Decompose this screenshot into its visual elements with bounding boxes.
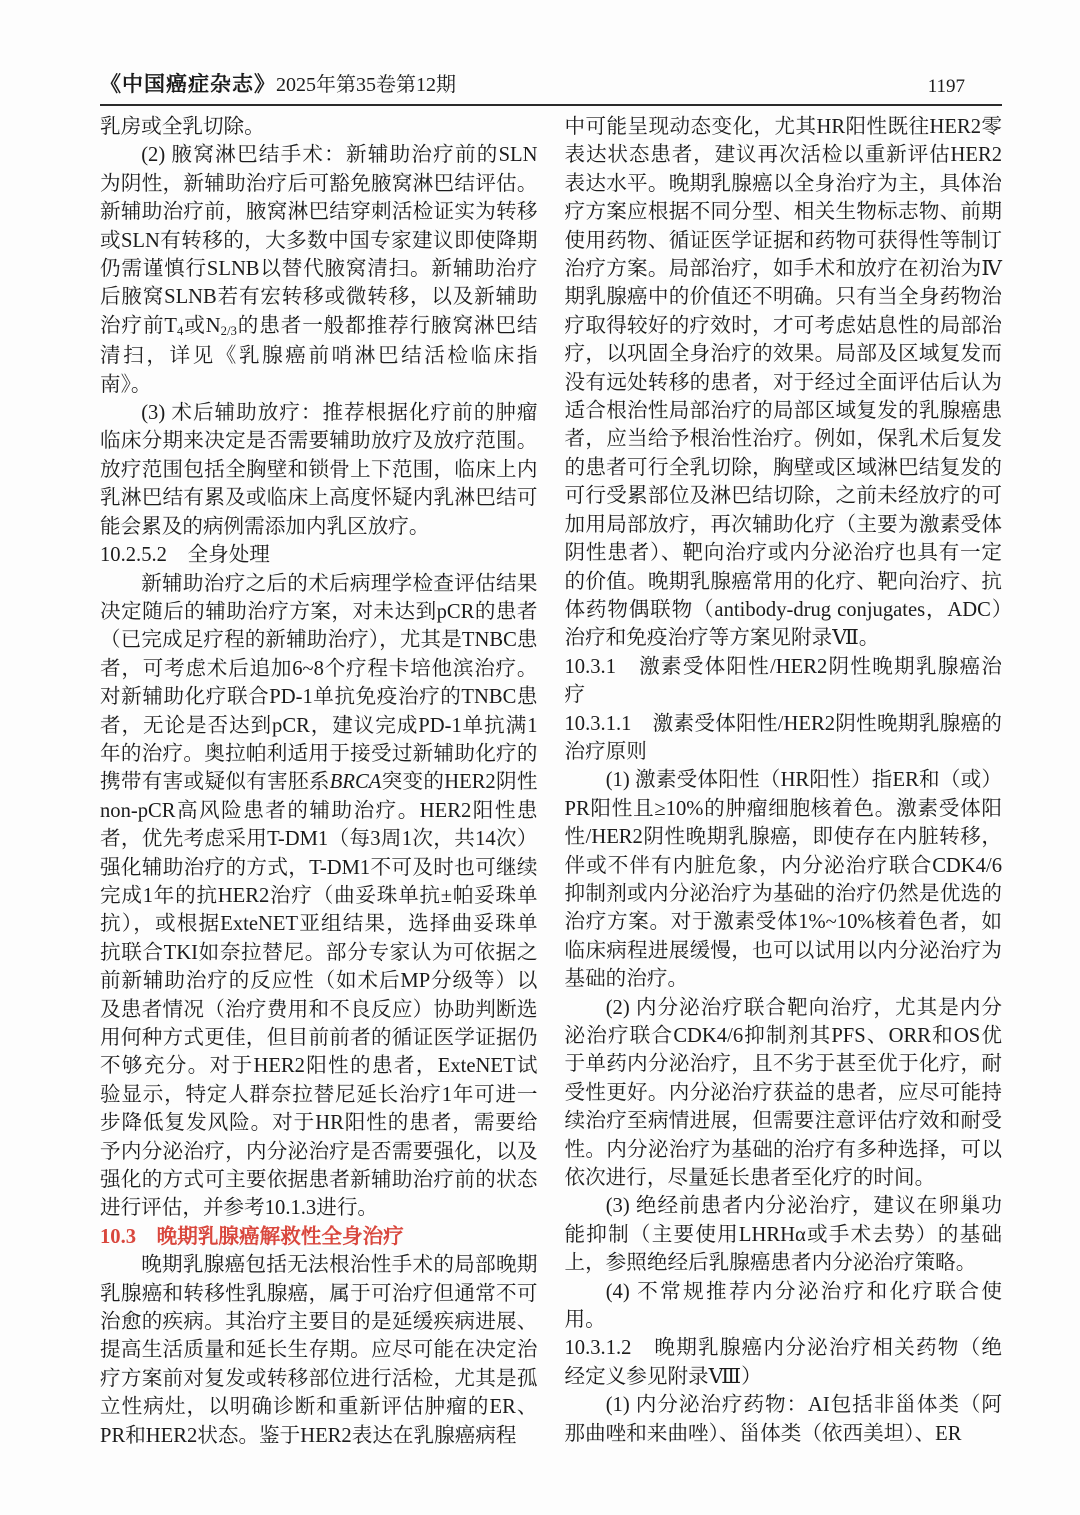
body-paragraph: (2) 内分泌治疗联合靶向治疗，尤其是内分泌治疗联合CDK4/6抑制剂其PFS、ORR和OS优于单药内分泌治疗，且不劣于甚至优于化疗，耐受性更好。内分泌治疗获益的患者，应尽可能持续治疗至病情进展，但需要注意评估疗效和耐受性。内分泌治疗为基础的治疗有多种选择，可以依次进行，尽量延长患者至化疗的时间。 xyxy=(564,996,1002,1190)
page-header xyxy=(100,70,1002,102)
header-divider xyxy=(100,104,1002,106)
section-heading: 10.3 晚期乳腺癌解救性全身治疗 xyxy=(100,1225,404,1248)
left-column xyxy=(100,113,538,1450)
issue-info: 2025年第35卷第12期 xyxy=(276,74,456,96)
body-paragraph: (3) 术后辅助放疗：推荐根据化疗前的肿瘤临床分期来决定是否需要辅助放疗及放疗范围。放疗范围包括全胸壁和锁骨上下范围，临床上内乳淋巴结有累及或临床上高度怀疑内乳淋巴结可能会累及的病例需添加内乳区放疗。 xyxy=(100,402,538,538)
body-paragraph: (1) 激素受体阳性（HR阳性）指ER和（或）PR阳性且≥10%的肿瘤细胞核着色。激素受体阳性/HER2阴性晚期乳腺癌，即使存在内脏转移，伴或不伴有内脏危象，内分泌治疗联合CDK4/6抑制剂或内分泌治疗为基础的治疗仍然是优选的治疗方案。对于激素受体1%~10%核着色者，如临床病程进展缓慢，也可以试用以内分泌治疗为基础的治疗。 xyxy=(564,769,1002,991)
body-paragraph: (1) 内分泌治疗药物：AI包括非甾体类（阿那曲唑和来曲唑）、甾体类（依西美坦）、ER xyxy=(564,1394,1002,1445)
journal-title: 《中国癌症杂志》 xyxy=(100,72,276,96)
body-paragraph: 中可能呈现动态变化，尤其HR阳性既往HER2零表达状态患者，建议再次活检以重新评估HER2表达水平。晚期乳腺癌以全身治疗为主，具体治疗方案应根据不同分型、相关生物标志物、前期使用药物、循证医学证据和药物可获得性等制订治疗方案。局部治疗，如手术和放疗在初治为Ⅳ期乳腺癌中的价值还不明确。只有当全身药物治疗取得较好的疗效时，才可考虑姑息性的局部治疗，以巩固全身治疗的效果。局部及区域复发而没有远处转移的患者，对于经过全面评估后认为适合根治性局部治疗的局部区域复发的乳腺癌患者，应当给予根治性治疗。例如，保乳术后复发的患者可行全乳切除，胸壁或区域淋巴结复发的可行受累部位及淋巴结切除，之前未经放疗的可加用局部放疗，再次辅助化疗（主要为激素受体阴性患者）、靶向治疗或内分泌治疗也具有一定的价值。晚期乳腺癌常用的化疗、靶向治疗、抗体药物偶联物（antibody-drug conjugates，ADC）治疗和免疫治疗等方案见附录Ⅶ。 xyxy=(564,116,1002,650)
body-paragraph: (4) 不常规推荐内分泌治疗和化疗联合使用。 xyxy=(564,1280,1002,1332)
subsection-heading: 10.3.1 激素受体阳性/HER2阴性晚期乳腺癌治疗 xyxy=(564,655,1002,707)
body-paragraph: 新辅助治疗之后的术后病理学检查评估结果决定随后的辅助治疗方案，对未达到pCR的患者（已完成足疗程的新辅助治疗），尤其是TNBC患者，可考虑术后追加6~8个疗程卡培他滨治疗。对新辅助化疗联合PD-1单抗免疫治疗的TNBC患者，无论是否达到pCR，建议完成PD-1单抗满1年的治疗。奥拉帕利适用于接受过新辅助化疗的携带有害或疑似有害胚系BRCA突变的HER2阴性non-pCR高风险患者的辅助治疗。HER2阳性患者，优先考虑采用T-DM1（每3周1次，共14次）强化辅助治疗的方式，T-DM1不可及时也可继续完成1年的抗HER2治疗（曲妥珠单抗±帕妥珠单抗），或根据ExteNET亚组结果，选择曲妥珠单抗联合TKI如奈拉替尼。部分专家认为可依据之前新辅助治疗的反应性（如术后MP分级等）以及患者情况（治疗费用和不良反应）协助判断选用何种方式更佳，但目前前者的循证医学证据仍不够充分。对于HER2阳性的患者，ExteNET试验显示，特定人群奈拉替尼延长治疗1年可进一步降低复发风险。对于HR阳性的患者，需要给予内分泌治疗，内分泌治疗是否需要强化，以及强化的方式可主要依据患者新辅助治疗前的状态进行评估，并参考10.1.3进行。 xyxy=(100,572,538,1220)
header-journal-info xyxy=(100,68,456,98)
page-number: 1197 xyxy=(927,76,965,97)
subsection-heading: 10.3.1.2 晚期乳腺癌内分泌治疗相关药物（绝经定义参见附录Ⅷ） xyxy=(564,1337,1002,1388)
body-paragraph: (3) 绝经前患者内分泌治疗，建议在卵巢功能抑制（主要使用LHRHα或手术去势）的基础上，参照绝经后乳腺癌患者内分泌治疗策略。 xyxy=(564,1195,1002,1275)
right-column xyxy=(565,113,1003,1450)
subsection-heading: 10.2.5.2 全身处理 xyxy=(100,544,270,567)
body-paragraph: (2) 腋窝淋巴结手术：新辅助治疗前的SLN为阴性，新辅助治疗后可豁免腋窝淋巴结评估。新辅助治疗前，腋窝淋巴结穿刺活检证实为转移或SLN有转移的，大多数中国专家建议即使降期仍需谨慎行SLNB以替代腋窝清扫。新辅助治疗后腋窝SLNB若有宏转移或微转移，以及新辅助治疗前T4或N2/3的患者一般都推荐行腋窝淋巴结清扫，详见《乳腺癌前哨淋巴结活检临床指南》。 xyxy=(100,144,538,396)
subsection-heading: 10.3.1.1 激素受体阳性/HER2阴性晚期乳腺癌的治疗原则 xyxy=(564,712,1002,763)
body-paragraph: 晚期乳腺癌包括无法根治性手术的局部晚期乳腺癌和转移性乳腺癌，属于可治疗但通常不可治愈的疾病。其治疗主要目的是延缓疾病进展、提高生活质量和延长生存期。应尽可能在决定治疗方案前对复发或转移部位进行活检，尤其是孤立性病灶，以明确诊断和重新评估肿瘤的ER、PR和HER2状态。鉴于HER2表达在乳腺癌病程 xyxy=(100,1254,538,1447)
body-paragraph: 乳房或全乳切除。 xyxy=(100,116,265,138)
article-body xyxy=(100,113,1002,1450)
